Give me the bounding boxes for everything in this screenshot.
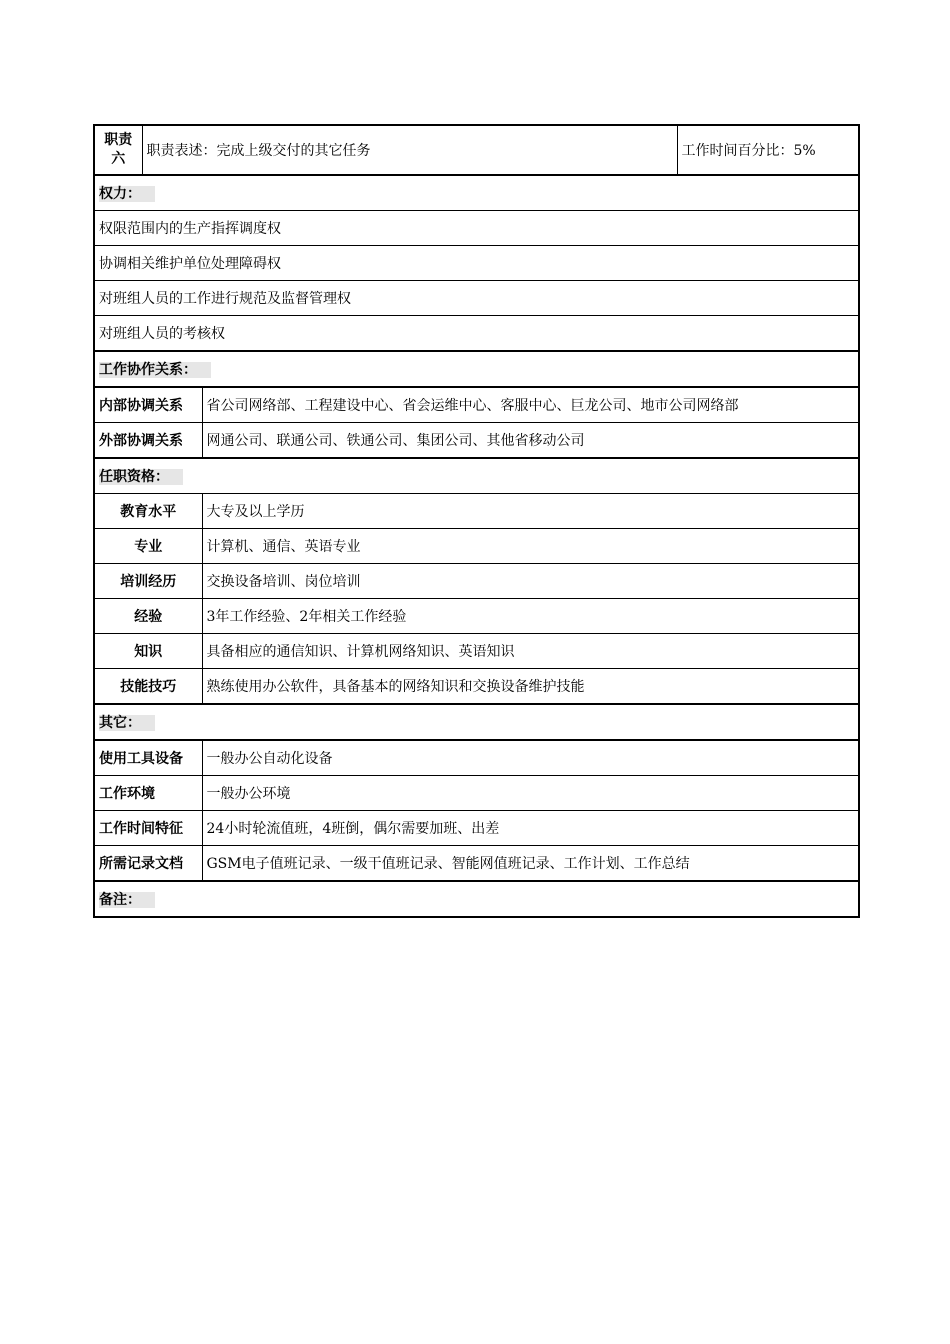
qualification-label: 培训经历 (94, 564, 202, 599)
qualification-row (94, 494, 859, 529)
other-header (94, 704, 859, 740)
authority-item: 权限范围内的生产指挥调度权 (94, 211, 859, 246)
qualification-row (94, 599, 859, 634)
other-row (94, 811, 859, 846)
other-value: 一般办公环境 (202, 776, 859, 811)
duty-label-line2: 六 (111, 151, 126, 167)
authority-item: 协调相关维护单位处理障碍权 (94, 246, 859, 281)
authority-row (94, 316, 859, 352)
remarks-header (94, 881, 859, 917)
duty-description: 职责表述：完成上级交付的其它任务 (142, 125, 677, 175)
qualification-label: 知识 (94, 634, 202, 669)
qualification-value: 交换设备培训、岗位培训 (202, 564, 859, 599)
qualifications-header-row (94, 458, 859, 494)
qualification-value: 熟练使用办公软件，具备基本的网络知识和交换设备维护技能 (202, 669, 859, 705)
qualification-row (94, 564, 859, 599)
other-value: 24小时轮流值班，4班倒，偶尔需要加班、出差 (202, 811, 859, 846)
qualification-label: 专业 (94, 529, 202, 564)
other-label: 使用工具设备 (94, 740, 202, 776)
qualifications-header (94, 458, 859, 494)
relations-header-text: 工作协作关系： (99, 362, 211, 378)
other-row (94, 740, 859, 776)
other-value: 一般办公自动化设备 (202, 740, 859, 776)
other-label: 工作时间特征 (94, 811, 202, 846)
qualification-label: 经验 (94, 599, 202, 634)
other-row (94, 776, 859, 811)
external-relations-value: 网通公司、联通公司、铁通公司、集团公司、其他省移动公司 (202, 423, 859, 459)
authority-item: 对班组人员的考核权 (94, 316, 859, 352)
other-header-text: 其它： (99, 715, 155, 731)
authority-item: 对班组人员的工作进行规范及监督管理权 (94, 281, 859, 316)
qualification-value: 3年工作经验、2年相关工作经验 (202, 599, 859, 634)
duty-time-percent: 工作时间百分比：5% (677, 125, 859, 175)
other-label: 工作环境 (94, 776, 202, 811)
internal-relations-label: 内部协调关系 (94, 387, 202, 423)
authority-row (94, 281, 859, 316)
authority-row (94, 246, 859, 281)
relations-header-row (94, 351, 859, 387)
qualification-value: 计算机、通信、英语专业 (202, 529, 859, 564)
qualification-row (94, 529, 859, 564)
other-header-row (94, 704, 859, 740)
other-value: GSM电子值班记录、一级干值班记录、智能网值班记录、工作计划、工作总结 (202, 846, 859, 882)
internal-relations-value: 省公司网络部、工程建设中心、省会运维中心、客服中心、巨龙公司、地市公司网络部 (202, 387, 859, 423)
duty-row (94, 125, 859, 175)
qualification-value: 具备相应的通信知识、计算机网络知识、英语知识 (202, 634, 859, 669)
external-relations-label: 外部协调关系 (94, 423, 202, 459)
job-description-table (93, 124, 860, 918)
authority-header (94, 175, 859, 211)
authority-header-text: 权力： (99, 186, 155, 202)
remarks-header-text: 备注： (99, 892, 155, 908)
relations-header (94, 351, 859, 387)
authority-row (94, 211, 859, 246)
qualification-row (94, 634, 859, 669)
authority-header-row (94, 175, 859, 211)
qualifications-header-text: 任职资格： (99, 469, 183, 485)
qualification-row (94, 669, 859, 705)
internal-relations-row (94, 387, 859, 423)
qualification-value: 大专及以上学历 (202, 494, 859, 529)
qualification-label: 教育水平 (94, 494, 202, 529)
other-row (94, 846, 859, 882)
other-label: 所需记录文档 (94, 846, 202, 882)
external-relations-row (94, 423, 859, 459)
duty-label-line1: 职责 (104, 132, 133, 148)
remarks-row (94, 881, 859, 917)
duty-number-label (94, 125, 142, 175)
qualification-label: 技能技巧 (94, 669, 202, 705)
